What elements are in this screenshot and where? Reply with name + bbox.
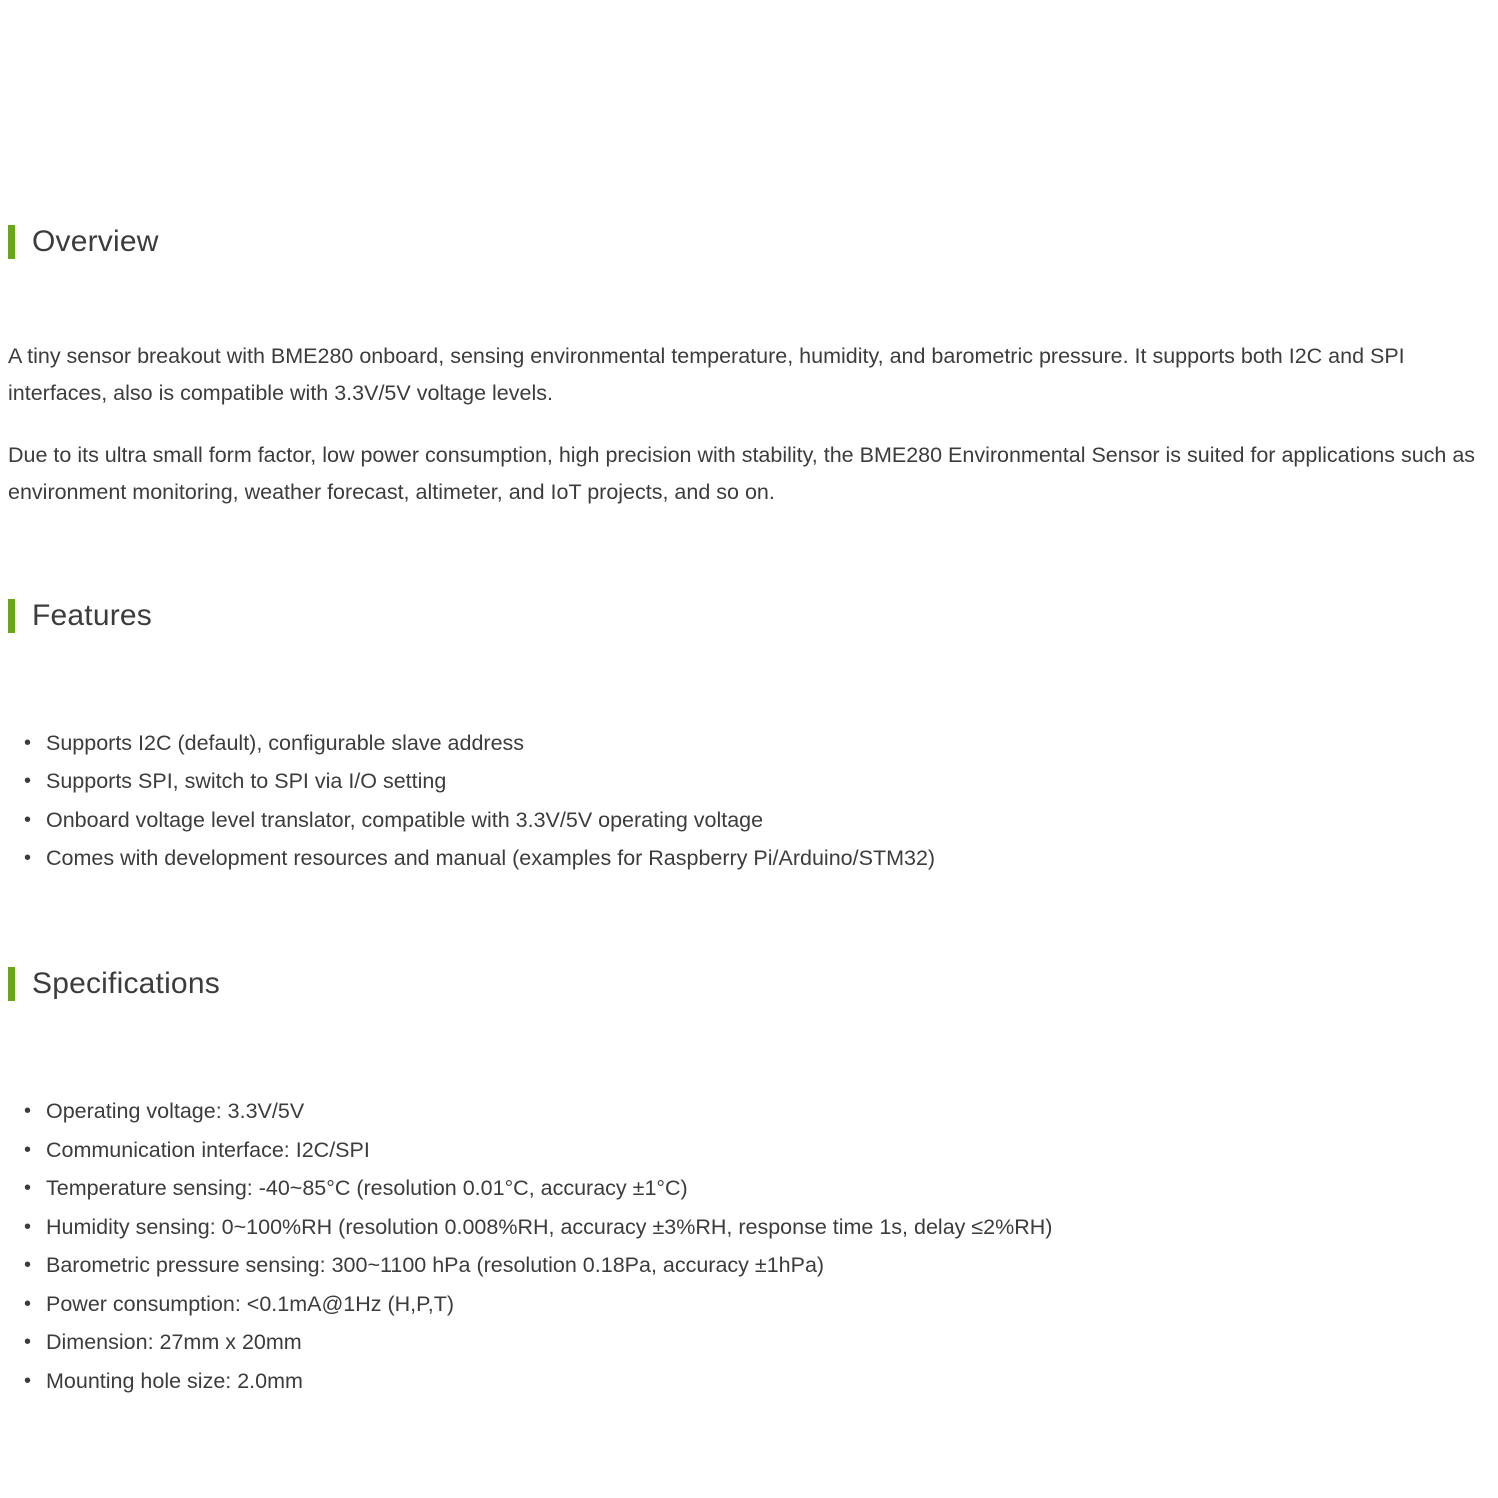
specifications-heading-text: Specifications bbox=[32, 967, 220, 1001]
spacer bbox=[8, 658, 1490, 724]
section-heading-features bbox=[8, 574, 1490, 658]
list-item: • Supports I2C (default), configurable slave address bbox=[8, 724, 1490, 763]
list-item: • Comes with development resources and manual (examples for Raspberry Pi/Arduino/STM32) bbox=[8, 839, 1490, 878]
section-heading-overview bbox=[8, 200, 1490, 284]
features-list bbox=[8, 724, 1490, 878]
heading-accent-bar bbox=[8, 967, 15, 1001]
heading-accent-bar bbox=[8, 599, 15, 633]
list-item: • Onboard voltage level translator, compatible with 3.3V/5V operating voltage bbox=[8, 801, 1490, 840]
spacer bbox=[8, 511, 1490, 574]
list-item: • Operating voltage: 3.3V/5V bbox=[8, 1092, 1490, 1131]
spacer bbox=[8, 878, 1490, 943]
list-item: • Mounting hole size: 2.0mm bbox=[8, 1362, 1490, 1401]
list-item: • Temperature sensing: -40~85°C (resolution 0.01°C, accuracy ±1°C) bbox=[8, 1169, 1490, 1208]
list-item: • Dimension: 27mm x 20mm bbox=[8, 1323, 1490, 1362]
section-heading-specifications bbox=[8, 943, 1490, 1027]
spacer bbox=[8, 1026, 1490, 1092]
overview-paragraph-1: A tiny sensor breakout with BME280 onboard, sensing environmental temperature, humidity, and barometric pressure. It supports both I2C and SPI interfaces, also is compatible with 3.3V/5V voltage levels. bbox=[8, 343, 1405, 405]
features-heading-text: Features bbox=[32, 598, 152, 632]
list-item: • Communication interface: I2C/SPI bbox=[8, 1131, 1490, 1170]
overview-heading-text: Overview bbox=[32, 224, 159, 258]
document-content bbox=[0, 200, 1498, 1400]
list-item: • Humidity sensing: 0~100%RH (resolution 0.008%RH, accuracy ±3%RH, response time 1s, delay ≤2%RH) bbox=[8, 1208, 1490, 1247]
list-item: • Supports SPI, switch to SPI via I/O setting bbox=[8, 762, 1490, 801]
overview-paragraph-2: Due to its ultra small form factor, low power consumption, high precision with stability, the BME280 Environmental Sensor is suited for applications such as environment monitoring, weather forecast, altimeter, and IoT projects, and so on. bbox=[8, 442, 1476, 504]
specifications-list bbox=[8, 1092, 1490, 1400]
spacer bbox=[8, 284, 1490, 338]
list-item: • Power consumption: <0.1mA@1Hz (H,P,T) bbox=[8, 1285, 1490, 1324]
heading-accent-bar bbox=[8, 225, 15, 259]
list-item: • Barometric pressure sensing: 300~1100 hPa (resolution 0.18Pa, accuracy ±1hPa) bbox=[8, 1246, 1490, 1285]
